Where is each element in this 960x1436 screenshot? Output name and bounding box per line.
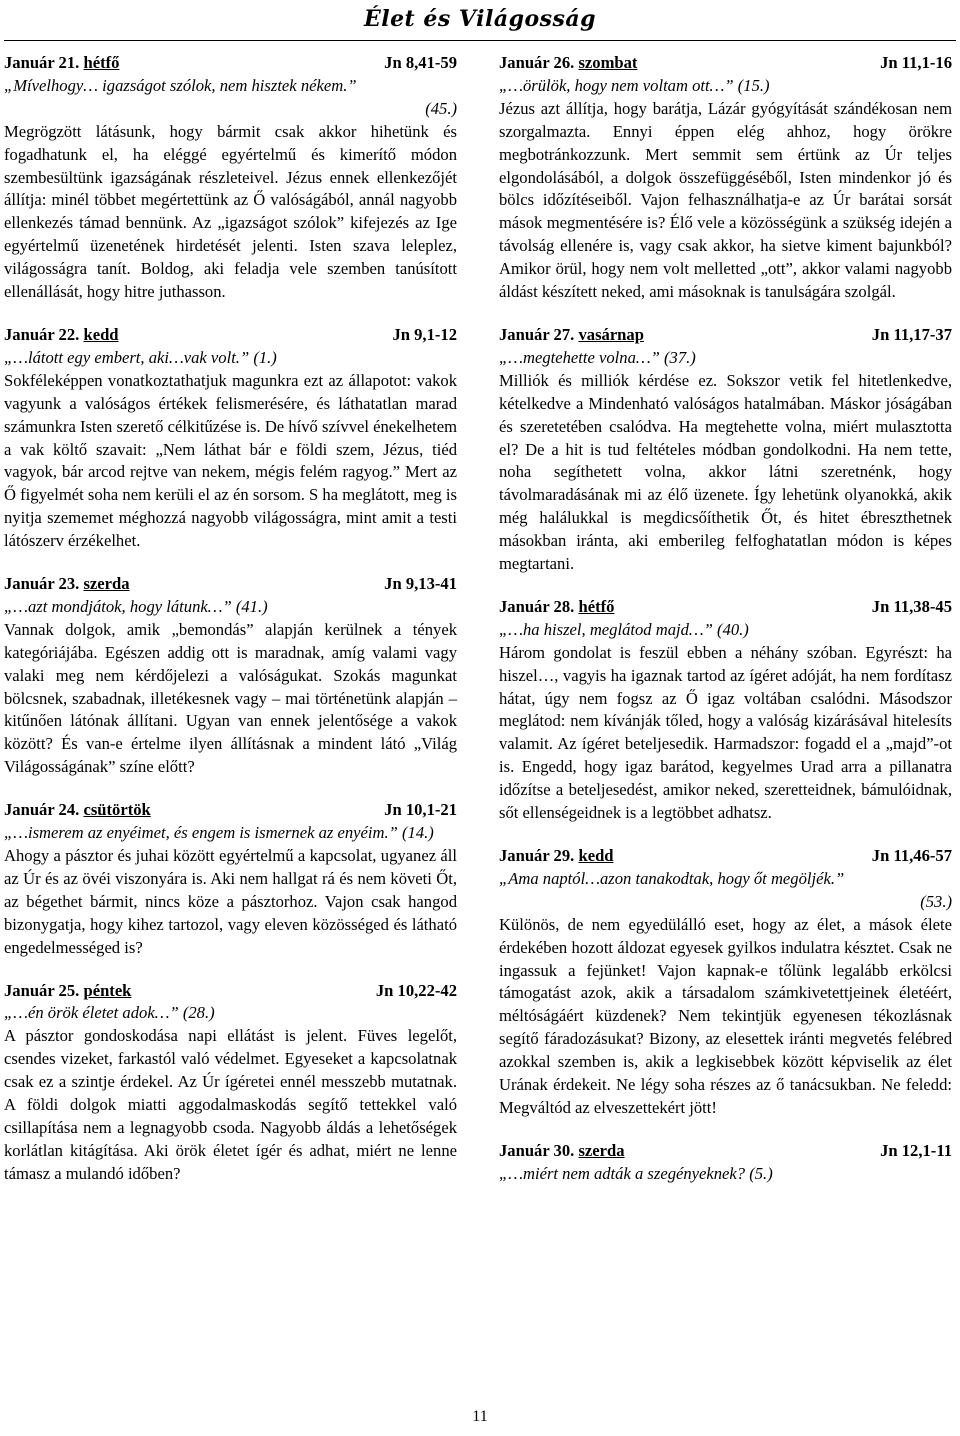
devotional-entry [499,324,952,576]
devotional-text: Sokféleképpen vonatkoztathatjuk magunkra ezt az állapotot: vakok vagyunk a valóságos értékek felismerésére, és láthatatlan marad számunkra Isten szerető célkitűzése is. De hívő szívvel énekelhetem a vak költő szavait: „Nem láthat bár e földi szem, Jézus, tiéd vagyok, bár arcod rejtve van nekem, mégis felém ragyog.” Mert az Ő figyelmét soha nem kerüli el az én sorsom. S ha meglátott, meg is nyitja szememet méghozzá nagyobb világosságra, mint amit a testi látószerv érzékelhet. [4,370,457,551]
verse-quote: „…ismerem az enyéimet, és engem is ismernek az enyéim.” (14.) [4,823,434,843]
devotional-text: Különös, de nem egyedülálló eset, hogy az élet, a mások élete érdekében hozott áldozat egyesek gyilkos indulatra késztet. Csak ne ingassuk a fejünket! Vajon kapnak-e tőlünk legalább erkölcsi támogatást azok, akik a társadalom számkivetettjeinek életéért, méltóságáért küzdenek? Nem tekintjük egyenesen tékozlásnak segítő fáradozásukat? Bizony, az elesettek iránti megvetés felébred azokkal szemben is, akik a legkisebbek között képviselik az élet Urának érdekeit. Ne légy soha részes az ő tanácsukban. Ne feledd: Megváltód az elveszettekért jött! [499,914,952,1117]
scripture-reference: Jn 8,41-59 [384,53,457,72]
devotional-entry [4,980,457,1186]
right-column [499,52,952,1206]
scripture-reference: Jn 11,38-45 [871,596,952,616]
devotional-entry [499,52,952,304]
entry-date-text: Január 26. [499,53,575,72]
entry-weekday: szerda [578,1140,625,1160]
entry-weekday: péntek [83,980,132,1000]
entry-date-text: Január 21. [4,53,80,72]
entry-date [499,52,637,75]
entry-date-text: Január 28. [499,596,575,616]
devotional-entry [4,324,457,553]
entry-weekday: szerda [83,574,130,594]
scripture-reference: Jn 10,1-21 [384,800,457,820]
entry-heading [499,845,952,868]
entry-weekday: kedd [83,324,119,344]
entry-weekday: vasárnap [578,324,644,344]
entry-date [4,52,119,75]
entry-date [499,1140,625,1163]
entry-date-text: Január 30. [499,1140,575,1160]
devotional-text: Vannak dolgok, amik „bemondás” alapján kerülnek a tények kategóriájába. Egészen addig ott is maradnak, amíg valami vagy valaki meg nem kérdőjelezi a valóságukat. Szokás magunkat bölcsnek, szabadnak, illetékesnek vagy – mai történetünk alapján – kitűnően látónak állítani. Ugyan van ennek jelentősége a vakok között? És van-e értelme ilyen állításnak a mindent látó „Világ Világosságának” színe előtt? [4,619,457,777]
verse-quote: „…miért nem adták a szegényeknek? (5.) [499,1163,773,1183]
entry-date [4,324,119,347]
entry-date-text: Január 24. [4,800,80,820]
verse-quote: „…látott egy embert, aki…vak volt.” (1.) [4,347,277,367]
entry-date [499,324,644,347]
entry-date [4,980,131,1003]
scripture-reference: Jn 11,1-16 [880,53,952,72]
devotional-text: Megrögzött látásunk, hogy bármit csak akkor hihetünk és fogadhatunk el, ha eléggé egyértelmű és kimerítő módon szembesültünk igazságának részleteivel. Jézus ennek ellenkezőjét állítja: minél többet megértettünk az Ő valóságából, annál nagyobb ellenkezés támad bennünk. Az „igazságot szólok” kifejezés az Ige egyértelmű üzenetének hirdetését jelenti. Isten szava leleplez, világosságra tanít. Boldog, aki feladja vele szemben tanúsított ellenállását, hogy hitre juthasson. [4,121,457,302]
entry-heading [4,324,457,347]
entry-date [499,596,614,619]
entry-date [499,845,614,868]
verse-number: (53.) [920,891,952,911]
entry-date-text: Január 27. [499,324,575,344]
entry-date-text: Január 25. [4,980,80,1000]
verse-quote: „Mívelhogy… igazságot szólok, nem hisztek nékem.” [4,75,357,95]
entry-heading [4,799,457,822]
devotional-entry [4,52,457,304]
devotional-entry [499,596,952,825]
entry-date-text: Január 23. [4,574,80,594]
verse-quote: „Ama naptól…azon tanakodtak, hogy őt megöljék.” [499,868,845,888]
devotional-entry [499,1140,952,1186]
devotional-text: Három gondolat is feszül ebben a néhány szóban. Egyrészt: ha hiszel…, vagyis ha igaznak tartod az ígéret adóját, ha nem fordítasz hátat, úgy nem fogsz az Ő igaz voltában csalódni. Másodszor meglátod: nem kívánják tőled, hogy a valóság kizárásával hitelesíts valamit. Az ígéret beteljesedik. Harmadszor: fogadd el a „majd”-ot is. Engedd, hogy igaz barátod, kegyelmes Urad arra a pillanatra időzítse a beteljesedést, amikor neked, szeretteidnek, bámulóidnak, sőt ellenségeidnek is a legtöbbet adhatsz. [499,642,952,823]
entry-heading [4,573,457,596]
verse-quote: „…én örök életet adok…” (28.) [4,1003,215,1023]
entry-heading [499,52,952,75]
scripture-reference: Jn 9,13-41 [384,574,457,594]
verse-quote: „…megtehette volna…” (37.) [499,347,696,367]
entry-date-text: Január 29. [499,846,575,865]
entry-weekday: csütörtök [83,800,151,820]
verse-number: (45.) [425,98,457,118]
devotional-entry [4,799,457,959]
devotional-text: Jézus azt állítja, hogy barátja, Lázár gyógyítását szándékosan nem szorgalmazta. Ennyi éppen elég ahhoz, hogy örökre megbotránkozzunk. Mert semmit sem értünk az Úr teljes elgondolásából, a dolgok összefüggéséből, Isten mindenkor jó és bölcs időzítéseiből. Vajon felhasználhatja-e az Úr barátai sorsát mások megmentésére is? Élő vele a közösségünk a szükség idején a távolság ellenére is, vagy csak akkor, ha sietve kiment bajunkból? Amikor örül, hogy nem volt melletted „ott”, akkor valami nagyobb áldást készített neked, ami másoknak is tanulságára szolgál. [499,98,952,302]
devotional-text: Milliók és milliók kérdése ez. Sokszor vetik fel hitetlenkedve, kételkedve a Mindenható valóságos hatalmában. Máskor jóságában és szeretetében csalódva. Ha megtehette volna, miért mulasztotta el? De a hit is tud feltételes módban gondolkodni. Ha nem tette, noha segíthetett volna, akkor látni szeretnénk, hogy távolmaradásának mi az élő üzenete. Így lehetünk olyanokká, akik még halálukkal is megdicsőíthetik Őt, és hitet ébreszthetnek másokban iránta, aki emberileg felfoghatatlan módon is képes megtartani. [499,370,952,574]
devotional-entry [4,573,457,779]
scripture-reference: Jn 12,1-11 [880,1140,952,1160]
entry-date [4,799,151,822]
entry-weekday: hétfő [578,596,615,616]
entry-weekday: kedd [578,846,614,865]
scripture-reference: Jn 10,22-42 [375,980,457,1000]
entry-heading [499,324,952,347]
verse-quote: „…ha hiszel, meglátod majd…” (40.) [499,619,749,639]
scripture-reference: Jn 11,46-57 [871,846,952,865]
scripture-reference: Jn 9,1-12 [392,324,457,344]
page-number: 11 [472,1408,488,1425]
entry-heading [499,596,952,619]
scripture-reference: Jn 11,17-37 [871,324,952,344]
entry-date-text: Január 22. [4,324,80,344]
entry-date [4,573,130,596]
journal-title: Élet és Világosság [363,6,597,32]
verse-quote: „…örülök, hogy nem voltam ott…” (15.) [499,75,770,95]
entry-heading [499,1140,952,1163]
header-divider [4,40,956,41]
left-column [4,52,457,1206]
entry-heading [4,980,457,1003]
verse-quote: „…azt mondjátok, hogy látunk…” (41.) [4,596,268,616]
devotional-entry [499,845,952,1120]
devotional-text: Ahogy a pásztor és juhai között egyértelmű a kapcsolat, ugyanez áll az Úr és az övéi viszonyára is. Aki nem hallgat rá és nem követi Őt, az bégethet bármit, nincs köze a pásztorhoz. Vajon csak hangod bizonygatja, hogy kihez tartozol, vagy eleven közösséged és látható engedelmességed is? [4,846,457,957]
entry-heading [4,52,457,75]
entry-weekday: szombat [578,53,638,72]
entry-weekday: hétfő [83,53,120,72]
devotional-text: A pásztor gondoskodása napi ellátást is jelent. Füves legelőt, csendes vizeket, farkastól való védelmet. Egyeseket a kapcsolatnak csak ez a szintje érdekel. Az Úr ígéretei ennél messzebb mutatnak. A földi dolgok miatti aggodalmaskodás segítő tettekkel való csillapítása nem a legnagyobb csoda. Nagyobb áldás a lehetőségek korlátlan kitágítása. Aki örök életet ígér és adhat, miért ne lenne támasz a mulandó időben? [4,1026,457,1183]
